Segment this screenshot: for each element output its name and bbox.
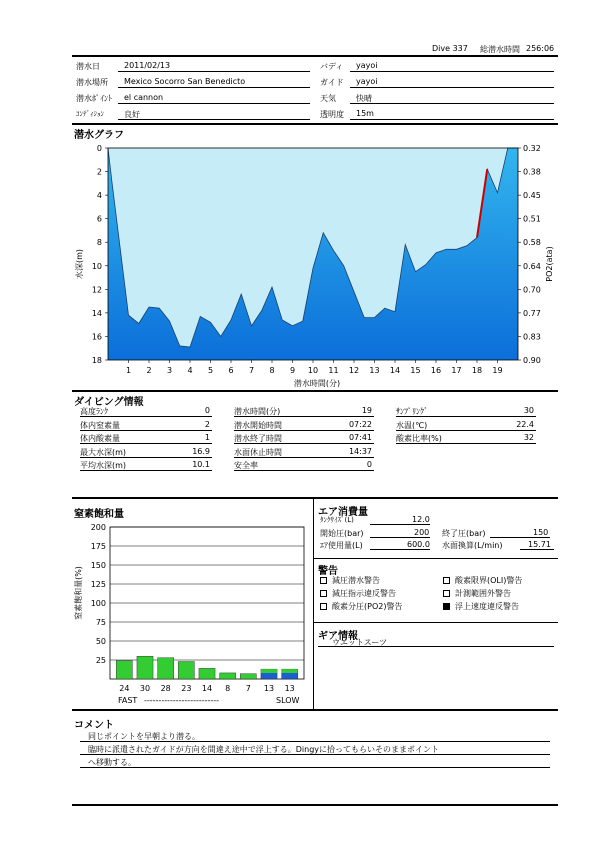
air-used-value: 600.0: [407, 540, 430, 549]
dive-env-value: 22.4: [516, 419, 534, 429]
section-rule: [72, 390, 558, 392]
x-tick-label: 3: [166, 366, 173, 375]
warning-ascent-rate: 浮上速度違反警告: [443, 601, 519, 612]
y-tick-label: 12: [91, 285, 102, 295]
warning-po2: 酸素分圧(PO2)警告: [320, 601, 402, 612]
buddy-label: バディ: [320, 62, 344, 71]
y2-tick-label: 0.58: [523, 238, 541, 248]
y-tick-label: 18: [91, 356, 102, 365]
nitrogen-bar: [199, 668, 215, 679]
underline: [490, 537, 550, 538]
nitrogen-bar: [178, 662, 194, 679]
y2-tick-label: 0.77: [523, 308, 541, 318]
underline: [118, 71, 310, 72]
dive-stat-value: 0: [204, 406, 210, 415]
dive-stat-value: 1: [204, 433, 210, 442]
underline: [350, 103, 554, 104]
gear-title: ギア情報: [318, 631, 358, 642]
y-tick-label: 2: [96, 167, 102, 177]
underline: [118, 103, 310, 104]
x-tick-label: 15: [410, 366, 421, 375]
place-value: Mexico Socorro San Benedicto: [124, 77, 246, 86]
date-value: 2011/02/13: [124, 61, 171, 70]
tank-label: ﾀﾝｸｻｲｽﾞ(L): [320, 516, 354, 524]
dive-env-value: 32: [523, 433, 534, 442]
dive-info-title: ダイビング情報: [74, 397, 144, 408]
dive-graph-title: 潜水グラフ: [74, 130, 124, 141]
underline: [234, 457, 374, 458]
dive-time-label: 潜水終了時間: [234, 434, 282, 443]
dive-stat-label: 平均水深(m): [80, 461, 127, 470]
x-tick-label: 9: [289, 366, 296, 375]
y-tick-label: 25: [95, 656, 106, 665]
condition-label: ｺﾝﾃﾞｨｼｮﾝ: [76, 110, 104, 118]
point-value: el cannon: [124, 93, 164, 102]
surface-rate-label: 水面換算(L/min): [442, 541, 503, 550]
weather-value: 快晴: [356, 94, 372, 103]
section-rule: [313, 622, 558, 623]
underline: [234, 470, 374, 471]
bottom-rule: [72, 804, 558, 806]
bar-value-label: 23: [181, 684, 192, 693]
dive-number: Dive 337: [432, 44, 468, 53]
visibility-value: 15m: [356, 109, 374, 118]
nitrogen-y-axis-label: 窒素飽和量(%): [74, 566, 83, 620]
x-tick-label: 11: [328, 366, 339, 375]
gear-items: ウエットスーツ: [332, 638, 388, 647]
x-tick-label: 7: [248, 366, 255, 375]
visibility-label: 透明度: [320, 110, 344, 119]
guide-label: ガイド: [320, 78, 344, 87]
comment-title: コメント: [74, 720, 114, 731]
y-right-axis-label: PO2(ata): [545, 246, 554, 282]
underline: [80, 470, 212, 471]
x-tick-label: 13: [369, 366, 380, 375]
dive-stat-label: 体内窒素量: [80, 420, 120, 430]
warning-deco-violation: 減圧指示違反警告: [320, 588, 396, 599]
bar-value-label: 13: [263, 684, 275, 693]
dive-time-value: 0: [366, 460, 372, 469]
underline: [350, 71, 554, 72]
checkbox-icon: [320, 577, 327, 584]
fast-caption: FAST: [118, 696, 138, 705]
air-title: エア消費量: [318, 507, 368, 518]
dive-stat-label: 体内酸素量: [80, 434, 120, 443]
underline: [80, 767, 550, 768]
x-tick-label: 6: [228, 366, 234, 375]
y-tick-label: 6: [96, 214, 102, 224]
condition-value: 良好: [124, 110, 140, 119]
y-tick-label: 14: [91, 308, 102, 318]
nitrogen-title: 窒素飽和量: [74, 509, 124, 520]
underline: [80, 416, 212, 417]
bar-value-label: 28: [160, 684, 171, 693]
comment-line: 同じポイントを早朝より潜る。: [88, 732, 200, 741]
comment-line: 臨時に派遣されたガイドが方向を間違え途中で浮上する。Dingyに拾ってもらいそのままポイント: [88, 745, 440, 754]
y-tick-label: 8: [96, 238, 102, 248]
y-tick-label: 4: [96, 191, 102, 201]
y2-tick-label: 0.83: [523, 332, 541, 342]
dive-time-value: 14:37: [348, 446, 372, 456]
dive-time-value: 07:41: [348, 433, 372, 442]
y2-tick-label: 0.51: [523, 214, 541, 224]
underline: [396, 430, 536, 431]
point-label: 潜水ﾎﾟｲﾝﾄ: [76, 94, 112, 103]
comment-line: へ移動する。: [88, 758, 136, 767]
caption-dashes: --------------------------: [144, 696, 220, 705]
total-time-label: 総潜水時間: [480, 45, 520, 54]
weather-label: 天気: [320, 94, 336, 103]
section-rule: [72, 709, 558, 711]
y2-tick-label: 0.64: [523, 261, 541, 271]
section-rule: [72, 123, 558, 125]
x-tick-label: 19: [492, 366, 503, 375]
underline: [396, 443, 536, 444]
dive-stat-value: 16.9: [192, 446, 210, 456]
x-tick-label: 2: [146, 366, 152, 375]
y-tick-label: 125: [90, 580, 106, 589]
tank-value: 12.0: [412, 515, 430, 524]
warning-out-of-range: 計測範囲外警告: [443, 588, 511, 599]
underline: [350, 119, 554, 120]
dive-time-value: 07:22: [348, 419, 372, 429]
x-tick-label: 17: [451, 366, 462, 375]
guide-value: yayoi: [356, 77, 378, 86]
dive-time-label: 安全率: [234, 461, 258, 470]
underline: [234, 416, 374, 417]
y-left-axis-label: 水深(m): [75, 248, 84, 280]
underline: [234, 443, 374, 444]
y2-tick-label: 0.70: [523, 285, 541, 295]
dive-env-label: 酸素比率(%): [396, 434, 442, 443]
dive-stat-label: 高度ﾗﾝｸ: [80, 407, 108, 416]
checkbox-icon: [443, 590, 450, 597]
y2-tick-label: 0.38: [523, 167, 541, 177]
underline: [118, 119, 310, 120]
underline: [520, 549, 554, 550]
bar-value-label: 13: [284, 684, 295, 693]
y-tick-label: 200: [90, 523, 106, 532]
nitrogen-bar: [158, 658, 174, 679]
place-label: 潜水場所: [76, 78, 108, 87]
x-tick-label: 10: [307, 366, 319, 375]
dive-time-value: 19: [361, 406, 372, 415]
dive-env-value: 30: [523, 406, 534, 415]
checkbox-icon: [443, 603, 450, 610]
nitrogen-bar: [137, 656, 153, 679]
depth-chart: [72, 138, 558, 390]
x-tick-label: 16: [430, 366, 442, 375]
section-rule: [72, 497, 558, 499]
nitrogen-bar: [240, 674, 256, 679]
y-tick-label: 10: [91, 261, 102, 271]
x-tick-label: 12: [348, 366, 360, 375]
dive-time-label: 水面休止時間: [234, 447, 282, 457]
y-tick-label: 50: [95, 637, 106, 646]
top-rule: [72, 55, 558, 57]
x-axis-label: 潜水時間(分): [293, 379, 341, 388]
x-tick-label: 8: [269, 366, 275, 375]
date-label: 潜水日: [76, 62, 100, 71]
y2-tick-label: 0.32: [523, 144, 541, 153]
slow-caption: SLOW: [276, 696, 300, 705]
y-tick-label: 16: [91, 332, 102, 342]
start-pressure-value: 200: [414, 528, 430, 537]
warning-oli: 酸素限界(OLI)警告: [443, 575, 522, 586]
underline: [318, 646, 554, 647]
dive-time-label: 潜水開始時間: [234, 420, 282, 430]
x-tick-label: 14: [389, 366, 401, 375]
bar-value-label: 24: [119, 684, 130, 693]
nitrogen-bar-cap: [282, 669, 298, 673]
checkbox-icon: [320, 603, 327, 610]
underline: [370, 549, 430, 550]
checkbox-icon: [443, 577, 450, 584]
nitrogen-bar: [116, 661, 132, 679]
y-tick-label: 150: [90, 561, 106, 570]
y2-tick-label: 0.45: [523, 191, 541, 201]
y2-tick-label: 0.90: [523, 356, 541, 365]
underline: [80, 741, 550, 742]
x-tick-label: 4: [187, 366, 193, 375]
dive-env-label: ｻﾝﾌﾟﾘﾝｸﾞ: [396, 407, 428, 416]
warnings-title: 警告: [318, 566, 338, 577]
bar-value-label: 30: [139, 684, 151, 693]
nitrogen-chart: [72, 515, 312, 707]
dive-stat-value: 2: [204, 419, 210, 429]
checkbox-icon: [320, 590, 327, 597]
underline: [370, 537, 430, 538]
section-rule: [313, 558, 558, 559]
nitrogen-bar: [220, 673, 236, 679]
underline: [80, 754, 550, 755]
x-tick-label: 18: [471, 366, 483, 375]
x-tick-label: 1: [125, 366, 132, 375]
end-pressure-label: 終了圧(bar): [442, 529, 486, 538]
underline: [234, 430, 374, 431]
column-divider: [313, 499, 314, 709]
bar-value-label: 14: [201, 684, 213, 693]
x-tick-label: 5: [207, 366, 214, 375]
underline: [80, 430, 212, 431]
y-tick-label: 175: [90, 542, 106, 551]
end-pressure-value: 150: [533, 528, 549, 537]
warning-decompression: 減圧潜水警告: [320, 575, 380, 586]
y-tick-label: 75: [95, 618, 106, 627]
bar-value-label: 7: [245, 684, 251, 693]
underline: [118, 87, 310, 88]
underline: [80, 443, 212, 444]
dive-stat-label: 最大水深(m): [80, 447, 127, 457]
air-used-label: ｴｱ使用量(L): [320, 541, 363, 550]
buddy-value: yayoi: [356, 61, 378, 70]
underline: [370, 524, 430, 525]
start-pressure-label: 開始圧(bar): [320, 529, 364, 538]
dive-stat-value: 10.1: [192, 460, 210, 469]
surface-rate-value: 15.71: [528, 540, 551, 549]
y-tick-label: 0: [96, 144, 102, 153]
dive-time-label: 潜水時間(分): [234, 407, 281, 416]
y-tick-label: 100: [90, 599, 106, 608]
underline: [80, 457, 212, 458]
underline: [396, 416, 536, 417]
dive-env-label: 水温(℃): [396, 420, 428, 430]
nitrogen-bar-cap: [261, 669, 277, 673]
underline: [350, 87, 554, 88]
bar-value-label: 8: [225, 684, 231, 693]
total-time-value: 256:06: [526, 44, 555, 53]
